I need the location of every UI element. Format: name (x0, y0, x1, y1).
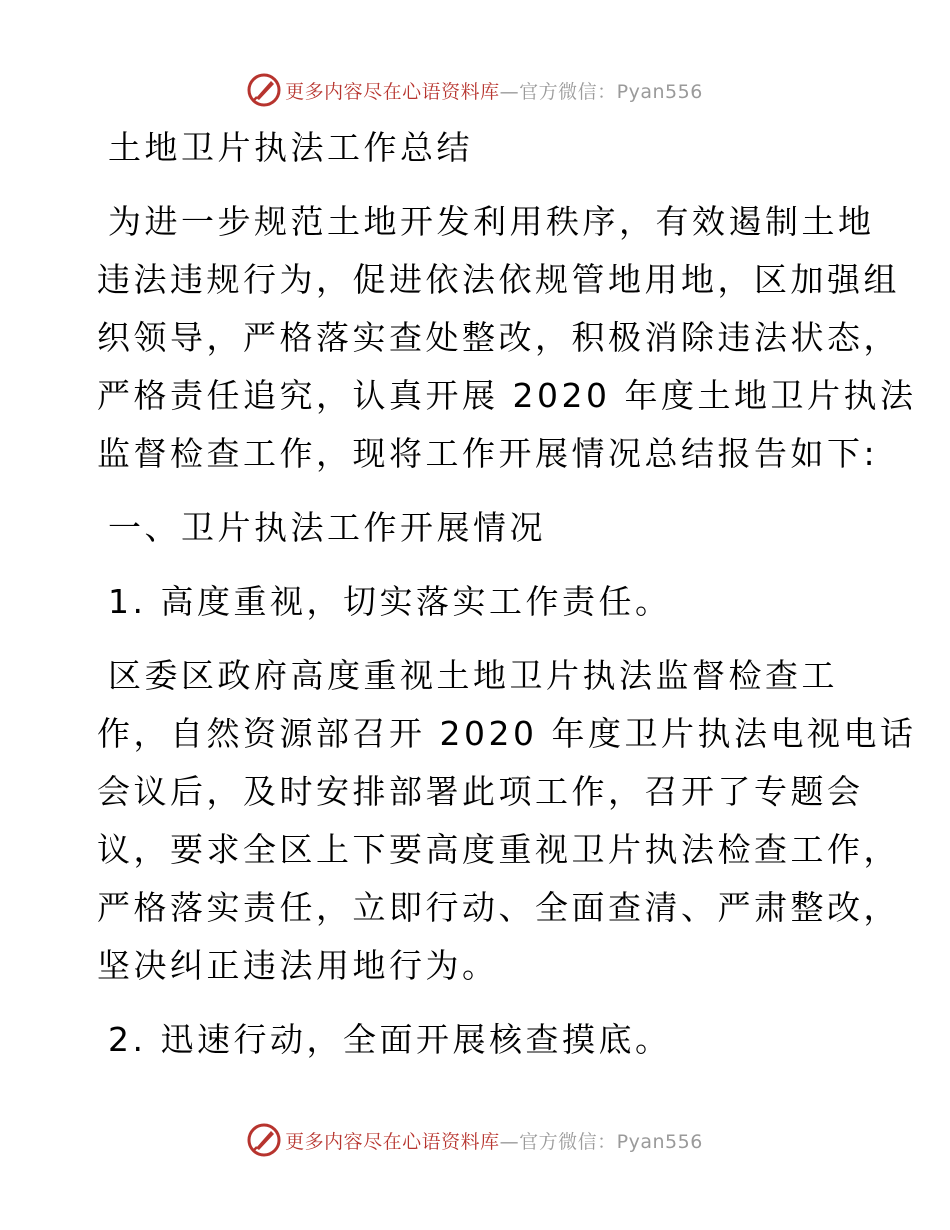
footer-separator: — (499, 1130, 520, 1153)
intro-line: 为进一步规范土地开发利用秩序，有效遏制土地 (108, 202, 875, 241)
para-line: 议，要求全区上下要高度重视卫片执法检查工作， (97, 830, 900, 869)
para-line: 会议后，及时安排部署此项工作，召开了专题会 (97, 772, 864, 811)
footer-banner (0, 1120, 950, 1160)
para-line: 严格落实责任，立即行动、全面查清、严肃整改， (97, 888, 900, 927)
item-heading: 2. 迅速行动，全面开展核查摸底。 (108, 1020, 672, 1059)
para-line: 坚决纠正违法用地行为。 (97, 946, 499, 985)
intro-line: 监督检查工作，现将工作开展情况总结报告如下: (97, 434, 879, 473)
footer-official-text: 官方微信：Pyan556 (519, 1130, 703, 1153)
para-line: 区委区政府高度重视土地卫片执法监督检查工 (108, 656, 838, 695)
item-heading: 1. 高度重视，切实落实工作责任。 (108, 582, 672, 621)
intro-line: 严格责任追究，认真开展 2020 年度土地卫片执法 (97, 376, 917, 415)
header-separator: — (499, 80, 520, 103)
intro-line: 违法违规行为，促进依法依规管地用地，区加强组 (97, 260, 900, 299)
doc-title: 土地卫片执法工作总结 (108, 128, 473, 167)
section-heading: 一、卫片执法工作开展情况 (108, 508, 546, 547)
header-brand-text: 更多内容尽在心语资料库 (285, 80, 500, 103)
quill-seal-icon (247, 1123, 281, 1157)
footer-brand-text: 更多内容尽在心语资料库 (285, 1130, 500, 1153)
intro-line: 织领导，严格落实查处整改，积极消除违法状态， (97, 318, 900, 357)
para-line: 作，自然资源部召开 2020 年度卫片执法电视电话 (97, 714, 917, 753)
header-official-text: 官方微信：Pyan556 (519, 80, 703, 103)
